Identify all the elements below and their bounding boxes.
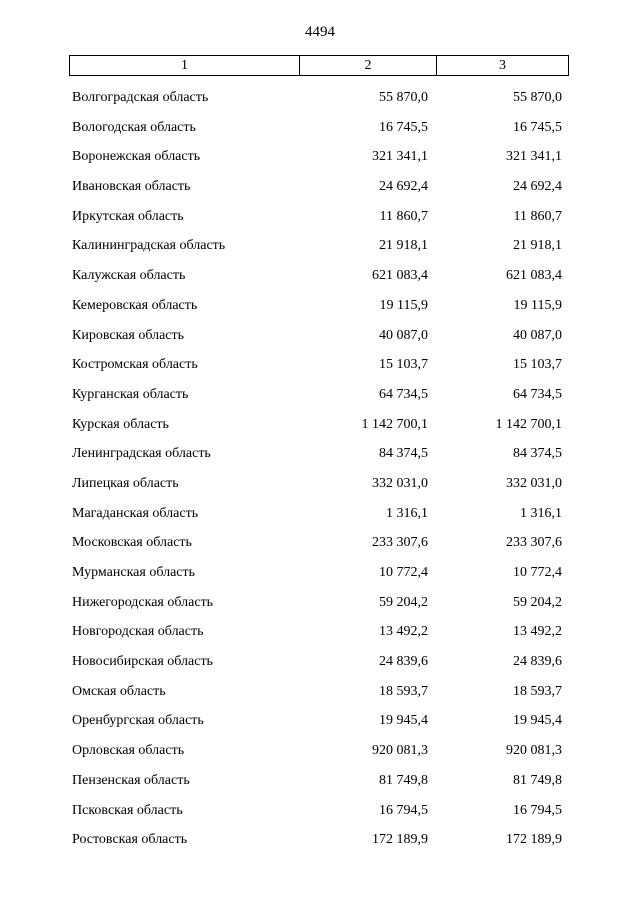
value-col-2: 59 204,2 bbox=[379, 594, 428, 610]
value-col-3: 10 772,4 bbox=[513, 565, 562, 580]
value-col-2: 1 316,1 bbox=[386, 505, 428, 521]
value-col-3: 59 204,2 bbox=[513, 594, 562, 610]
region-name: Орловская область bbox=[72, 743, 185, 759]
table-row bbox=[0, 439, 640, 469]
value-col-2: 24 692,4 bbox=[379, 179, 428, 195]
table-row bbox=[0, 617, 640, 647]
value-col-2: 19 945,4 bbox=[379, 713, 428, 729]
value-col-3: 21 918,1 bbox=[513, 238, 562, 254]
value-col-2: 1 142 700,1 bbox=[361, 416, 428, 432]
value-col-3: 621 083,4 bbox=[506, 268, 562, 284]
table-header bbox=[69, 55, 569, 76]
value-col-3: 40 087,0 bbox=[513, 327, 562, 343]
value-col-2: 24 839,6 bbox=[379, 654, 428, 670]
region-name: Ивановская область bbox=[72, 179, 191, 195]
value-col-2: 920 081,3 bbox=[372, 743, 428, 759]
region-name: Калининградская область bbox=[72, 238, 226, 254]
table-row bbox=[0, 113, 640, 143]
region-name: Новгородская область bbox=[72, 624, 204, 640]
table-row bbox=[0, 350, 640, 380]
region-name: Пензенская область bbox=[72, 772, 190, 788]
value-col-3: 24 839,6 bbox=[513, 654, 562, 670]
region-name: Кировская область bbox=[72, 327, 185, 343]
value-col-2: 13 492,2 bbox=[379, 624, 428, 640]
table-row bbox=[0, 83, 640, 113]
region-name: Ленинградская область bbox=[72, 446, 211, 462]
region-name: Магаданская область bbox=[72, 505, 199, 521]
value-col-3: 81 749,8 bbox=[513, 772, 562, 788]
value-col-3: 11 860,7 bbox=[513, 208, 562, 224]
value-col-3: 13 492,2 bbox=[513, 624, 562, 640]
table-row bbox=[0, 410, 640, 440]
value-col-3: 19 945,4 bbox=[513, 713, 562, 729]
region-name: Оренбургская область bbox=[72, 713, 204, 729]
value-col-3: 19 115,9 bbox=[513, 297, 562, 313]
value-col-3: 332 031,0 bbox=[506, 475, 562, 491]
table-row bbox=[0, 172, 640, 202]
value-col-3: 16 745,5 bbox=[513, 119, 562, 135]
table-row bbox=[0, 261, 640, 291]
value-col-3: 1 142 700,1 bbox=[495, 416, 562, 432]
table-row bbox=[0, 825, 640, 855]
table-row bbox=[0, 528, 640, 558]
value-col-3: 321 341,1 bbox=[506, 149, 562, 165]
region-name: Нижегородская область bbox=[72, 594, 214, 610]
value-col-2: 172 189,9 bbox=[372, 832, 428, 848]
value-col-3: 64 734,5 bbox=[513, 386, 562, 402]
region-name: Кемеровская область bbox=[72, 297, 198, 313]
value-col-2: 321 341,1 bbox=[372, 149, 428, 165]
value-col-3: 1 316,1 bbox=[520, 505, 562, 521]
value-col-3: 16 794,5 bbox=[513, 802, 562, 818]
table-row bbox=[0, 588, 640, 618]
value-col-2: 16 745,5 bbox=[379, 119, 428, 135]
table-row bbox=[0, 142, 640, 172]
table-row bbox=[0, 647, 640, 677]
table-row bbox=[0, 677, 640, 707]
table-row bbox=[0, 706, 640, 736]
region-name: Мурманская область bbox=[72, 565, 196, 580]
table-row bbox=[0, 291, 640, 321]
table-body bbox=[0, 83, 640, 855]
region-name: Ростовская область bbox=[72, 832, 188, 848]
value-col-2: 16 794,5 bbox=[379, 802, 428, 818]
value-col-3: 920 081,3 bbox=[506, 743, 562, 759]
table-row bbox=[0, 499, 640, 529]
page-number: 4494 bbox=[305, 24, 335, 40]
region-name: Вологодская область bbox=[72, 119, 196, 135]
value-col-3: 233 307,6 bbox=[506, 535, 562, 551]
table-row bbox=[0, 796, 640, 826]
value-col-2: 21 918,1 bbox=[379, 238, 428, 254]
table-row bbox=[0, 766, 640, 796]
region-name: Новосибирская область bbox=[72, 654, 213, 670]
table-header-col-1: 1 bbox=[69, 56, 299, 75]
value-col-2: 233 307,6 bbox=[372, 535, 428, 551]
value-col-2: 621 083,4 bbox=[372, 268, 428, 284]
value-col-2: 64 734,5 bbox=[379, 386, 428, 402]
value-col-2: 10 772,4 bbox=[379, 565, 428, 580]
table-header-col-2: 2 bbox=[299, 56, 436, 75]
value-col-2: 18 593,7 bbox=[379, 683, 428, 699]
table-row bbox=[0, 231, 640, 261]
value-col-3: 15 103,7 bbox=[513, 357, 562, 373]
region-name: Курская область bbox=[72, 416, 169, 432]
value-col-2: 55 870,0 bbox=[379, 90, 428, 105]
value-col-3: 18 593,7 bbox=[513, 683, 562, 699]
region-name: Липецкая область bbox=[72, 475, 179, 491]
region-name: Омская область bbox=[72, 683, 166, 699]
value-col-2: 15 103,7 bbox=[379, 357, 428, 373]
region-name: Псковская область bbox=[72, 802, 183, 818]
region-name: Калужская область bbox=[72, 268, 186, 284]
region-name: Иркутская область bbox=[72, 208, 184, 224]
value-col-3: 55 870,0 bbox=[513, 90, 562, 105]
value-col-3: 172 189,9 bbox=[506, 832, 562, 848]
region-name: Московская область bbox=[72, 535, 192, 551]
value-col-2: 332 031,0 bbox=[372, 475, 428, 491]
region-name: Воронежская область bbox=[72, 149, 201, 165]
table-row bbox=[0, 321, 640, 351]
value-col-2: 40 087,0 bbox=[379, 327, 428, 343]
value-col-3: 24 692,4 bbox=[513, 179, 562, 195]
table-row bbox=[0, 558, 640, 588]
region-name: Костромская область bbox=[72, 357, 198, 373]
value-col-2: 19 115,9 bbox=[379, 297, 428, 313]
value-col-2: 11 860,7 bbox=[379, 208, 428, 224]
value-col-2: 84 374,5 bbox=[379, 446, 428, 462]
region-name: Волгоградская область bbox=[72, 90, 209, 105]
value-col-3: 84 374,5 bbox=[513, 446, 562, 462]
table-row bbox=[0, 202, 640, 232]
table-row bbox=[0, 380, 640, 410]
value-col-2: 81 749,8 bbox=[379, 772, 428, 788]
region-name: Курганская область bbox=[72, 386, 189, 402]
table-row bbox=[0, 469, 640, 499]
table-row bbox=[0, 736, 640, 766]
table-header-col-3: 3 bbox=[436, 56, 569, 75]
